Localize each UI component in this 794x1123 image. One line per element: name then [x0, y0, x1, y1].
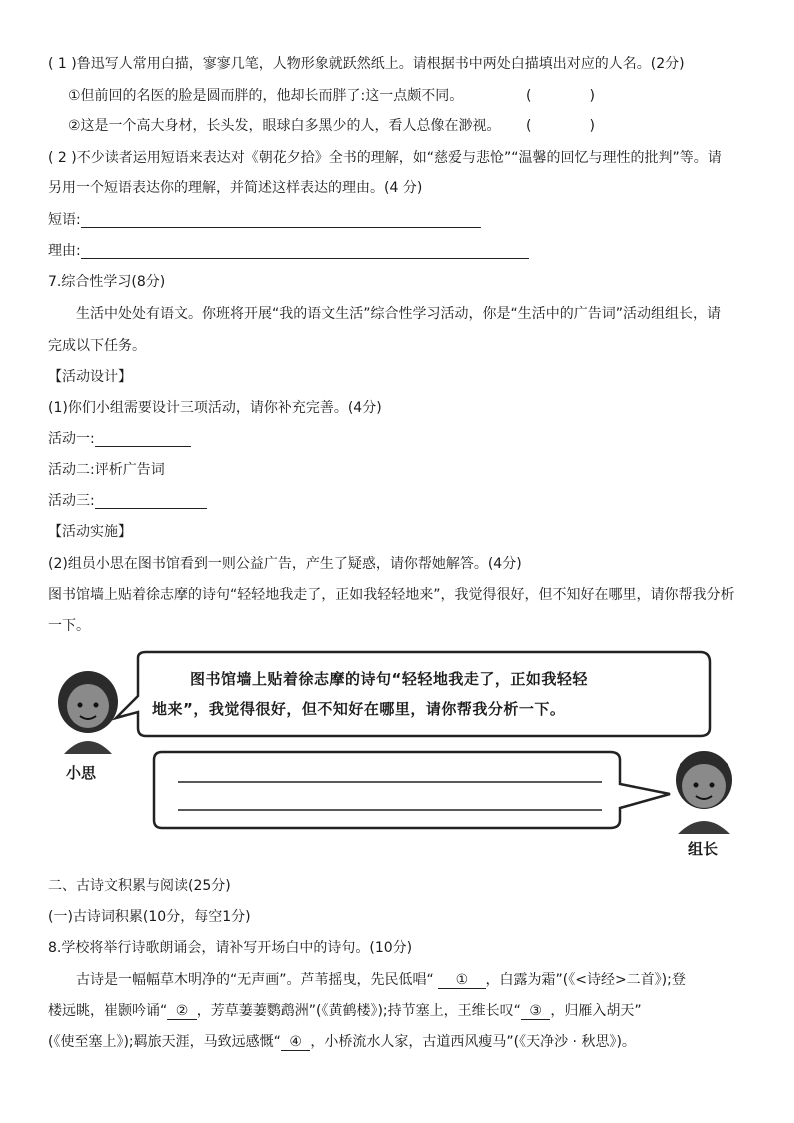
- bubble-line2: 地来”，我觉得很好，但不知好在哪里，请你帮我分析一下。: [152, 700, 566, 718]
- q6-part1-stem: ( 1 )鲁迅写人常用白描，寥寥几笔，人物形象就跃然纸上。请根据书中两处白描填出对应的人名。(2分): [48, 56, 685, 72]
- q7-impl-line2: 一下。: [48, 618, 90, 634]
- phrase-label: 短语:: [48, 212, 81, 228]
- q7-title: 7.综合性学习(8分): [48, 274, 166, 290]
- q8-line3: (《使至塞上》);羁旅天涯，马致远感慨“ ④ ，小桥流水人家，古道西风瘦马”(《天净沙 · 秋思》)。: [48, 1034, 636, 1050]
- q7-intro-line2: 完成以下任务。: [48, 338, 146, 354]
- reason-answer: [48, 241, 529, 261]
- girl-figure: [58, 671, 118, 754]
- activity-one-blank[interactable]: [95, 430, 191, 447]
- phrase-answer: [48, 210, 481, 230]
- reason-label: 理由:: [48, 243, 81, 259]
- girl-name-label: 小思: [66, 764, 97, 782]
- q6-part2-line1: ( 2 )不少读者运用短语来表达对《朝花夕拾》全书的理解，如“慈爱与悲怆”“温馨的回忆与理性的批判”等。请: [48, 150, 722, 166]
- activity-three-blank[interactable]: [95, 492, 207, 509]
- q6-item2-answer-paren: ( ): [526, 118, 595, 134]
- reason-blank[interactable]: [81, 242, 529, 259]
- activity-design-heading: 【活动设计】: [48, 369, 132, 385]
- activity-two: 活动二:评析广告词: [48, 462, 165, 478]
- activity-three: [48, 491, 207, 511]
- speech-bubble-leader: [154, 752, 670, 828]
- activity-implementation-heading: 【活动实施】: [48, 524, 132, 540]
- q8-title: 8.学校将举行诗歌朗诵会，请补写开场白中的诗句。(10分): [48, 940, 413, 956]
- q7-sub2: (2)组员小思在图书馆看到一则公益广告，产生了疑惑，请你帮她解答。(4分): [48, 556, 522, 572]
- boy-figure: [676, 751, 732, 834]
- part2-subtitle: (一)古诗词积累(10分，每空1分): [48, 909, 251, 925]
- q8-line1: 古诗是一幅幅草木明净的“无声画”。芦苇摇曳，先民低唱“ ① ，白露为霜”(《<诗经>二首》);登: [76, 972, 686, 988]
- q7-impl-line1: 图书馆墙上贴着徐志摩的诗句“轻轻地我走了，正如我轻轻地来”，我觉得很好，但不知好在哪里，请你帮我分析: [48, 587, 735, 603]
- activity-one-label: 活动一:: [48, 431, 95, 447]
- speech-bubble-girl: [116, 652, 710, 736]
- q6-item1-answer-paren: ( ): [526, 88, 595, 104]
- q7-intro-line1: 生活中处处有语文。你班将开展“我的语文生活”综合性学习活动，你是“生活中的广告词”活动组组长，请: [76, 306, 722, 322]
- phrase-blank[interactable]: [81, 211, 481, 228]
- activity-three-label: 活动三:: [48, 493, 95, 509]
- bubble-line1: 图书馆墙上贴着徐志摩的诗句“轻轻地我走了，正如我轻轻: [190, 670, 588, 688]
- boy-name-label: 组长: [688, 840, 719, 858]
- dialogue-illustration: [50, 648, 744, 862]
- poem-blank-4[interactable]: ④: [281, 1034, 310, 1051]
- q6-item2-text: ②这是一个高大身材，长头发，眼球白多黑少的人，看人总像在渺视。: [68, 118, 501, 134]
- q6-part2-line2: 另用一个短语表达你的理解，并简述这样表达的理由。(4 分): [48, 180, 423, 196]
- part2-title: 二、古诗文积累与阅读(25分): [48, 878, 231, 894]
- activity-one: [48, 429, 191, 449]
- q6-item1-text: ①但前回的名医的脸是圆而胖的，他却长而胖了:这一点颇不同。: [68, 88, 464, 104]
- poem-blank-2[interactable]: ②: [167, 1003, 196, 1020]
- poem-blank-1[interactable]: ①: [438, 972, 485, 989]
- q7-sub1: (1)你们小组需要设计三项活动，请你补充完善。(4分): [48, 400, 382, 416]
- q8-line2: 楼远眺，崔颢吟诵“ ② ，芳草萋萋鹦鹉洲”(《黄鹤楼》);持节塞上，王维长叹“ ③ ，归雁入胡天”: [48, 1003, 642, 1019]
- poem-blank-3[interactable]: ③: [521, 1003, 550, 1020]
